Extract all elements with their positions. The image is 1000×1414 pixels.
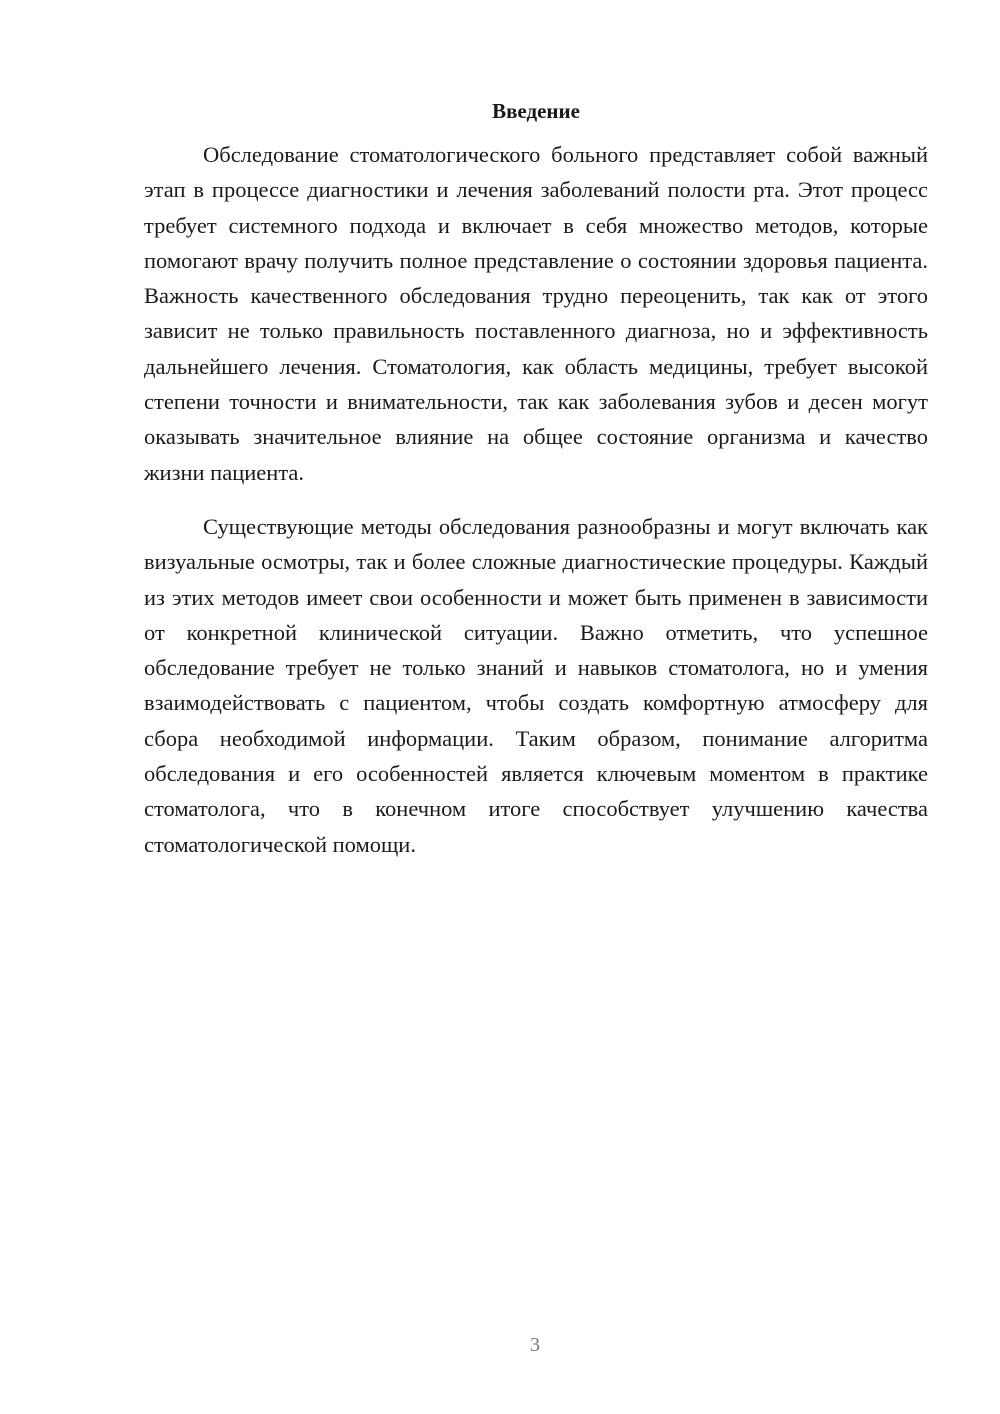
paragraph: Существующие методы обследования разнообразны и могут включать как визуальные осмотры, так и более сложные диагностические процедуры. Каждый из этих методов имеет свои особенности и может быть применен в зависимости от конкретной клинической ситуации. Важно отметить, что успешное обследование требует не только знаний и навыков стоматолога, но и умения взаимодействовать с пациентом, чтобы создать комфортную атмосферу для сбора необходимой информации. Таким образом, понимание алгоритма обследования и его особенностей является ключевым моментом в практике стоматолога, что в конечном итоге способствует улучшению качества стоматологической помощи. xyxy=(144,513,928,857)
page-content xyxy=(144,96,928,862)
section-heading: Введение xyxy=(492,99,580,123)
page-number: 3 xyxy=(530,1334,540,1356)
paragraph: Обследование стоматологического больного представляет собой важный этап в процессе диагностики и лечения заболеваний полости рта. Этот процесс требует системного подхода и включает в себя множество методов, которые помогают врачу получить полное представление о состоянии здоровья пациента. Важность качественного обследования трудно переоценить, так как от этого зависит не только правильность поставленного диагноза, но и эффективность дальнейшего лечения. Стоматология, как область медицины, требует высокой степени точности и внимательности, так как заболевания зубов и десен могут оказывать значительное влияние на общее состояние организма и качество жизни пациента. xyxy=(144,142,928,485)
